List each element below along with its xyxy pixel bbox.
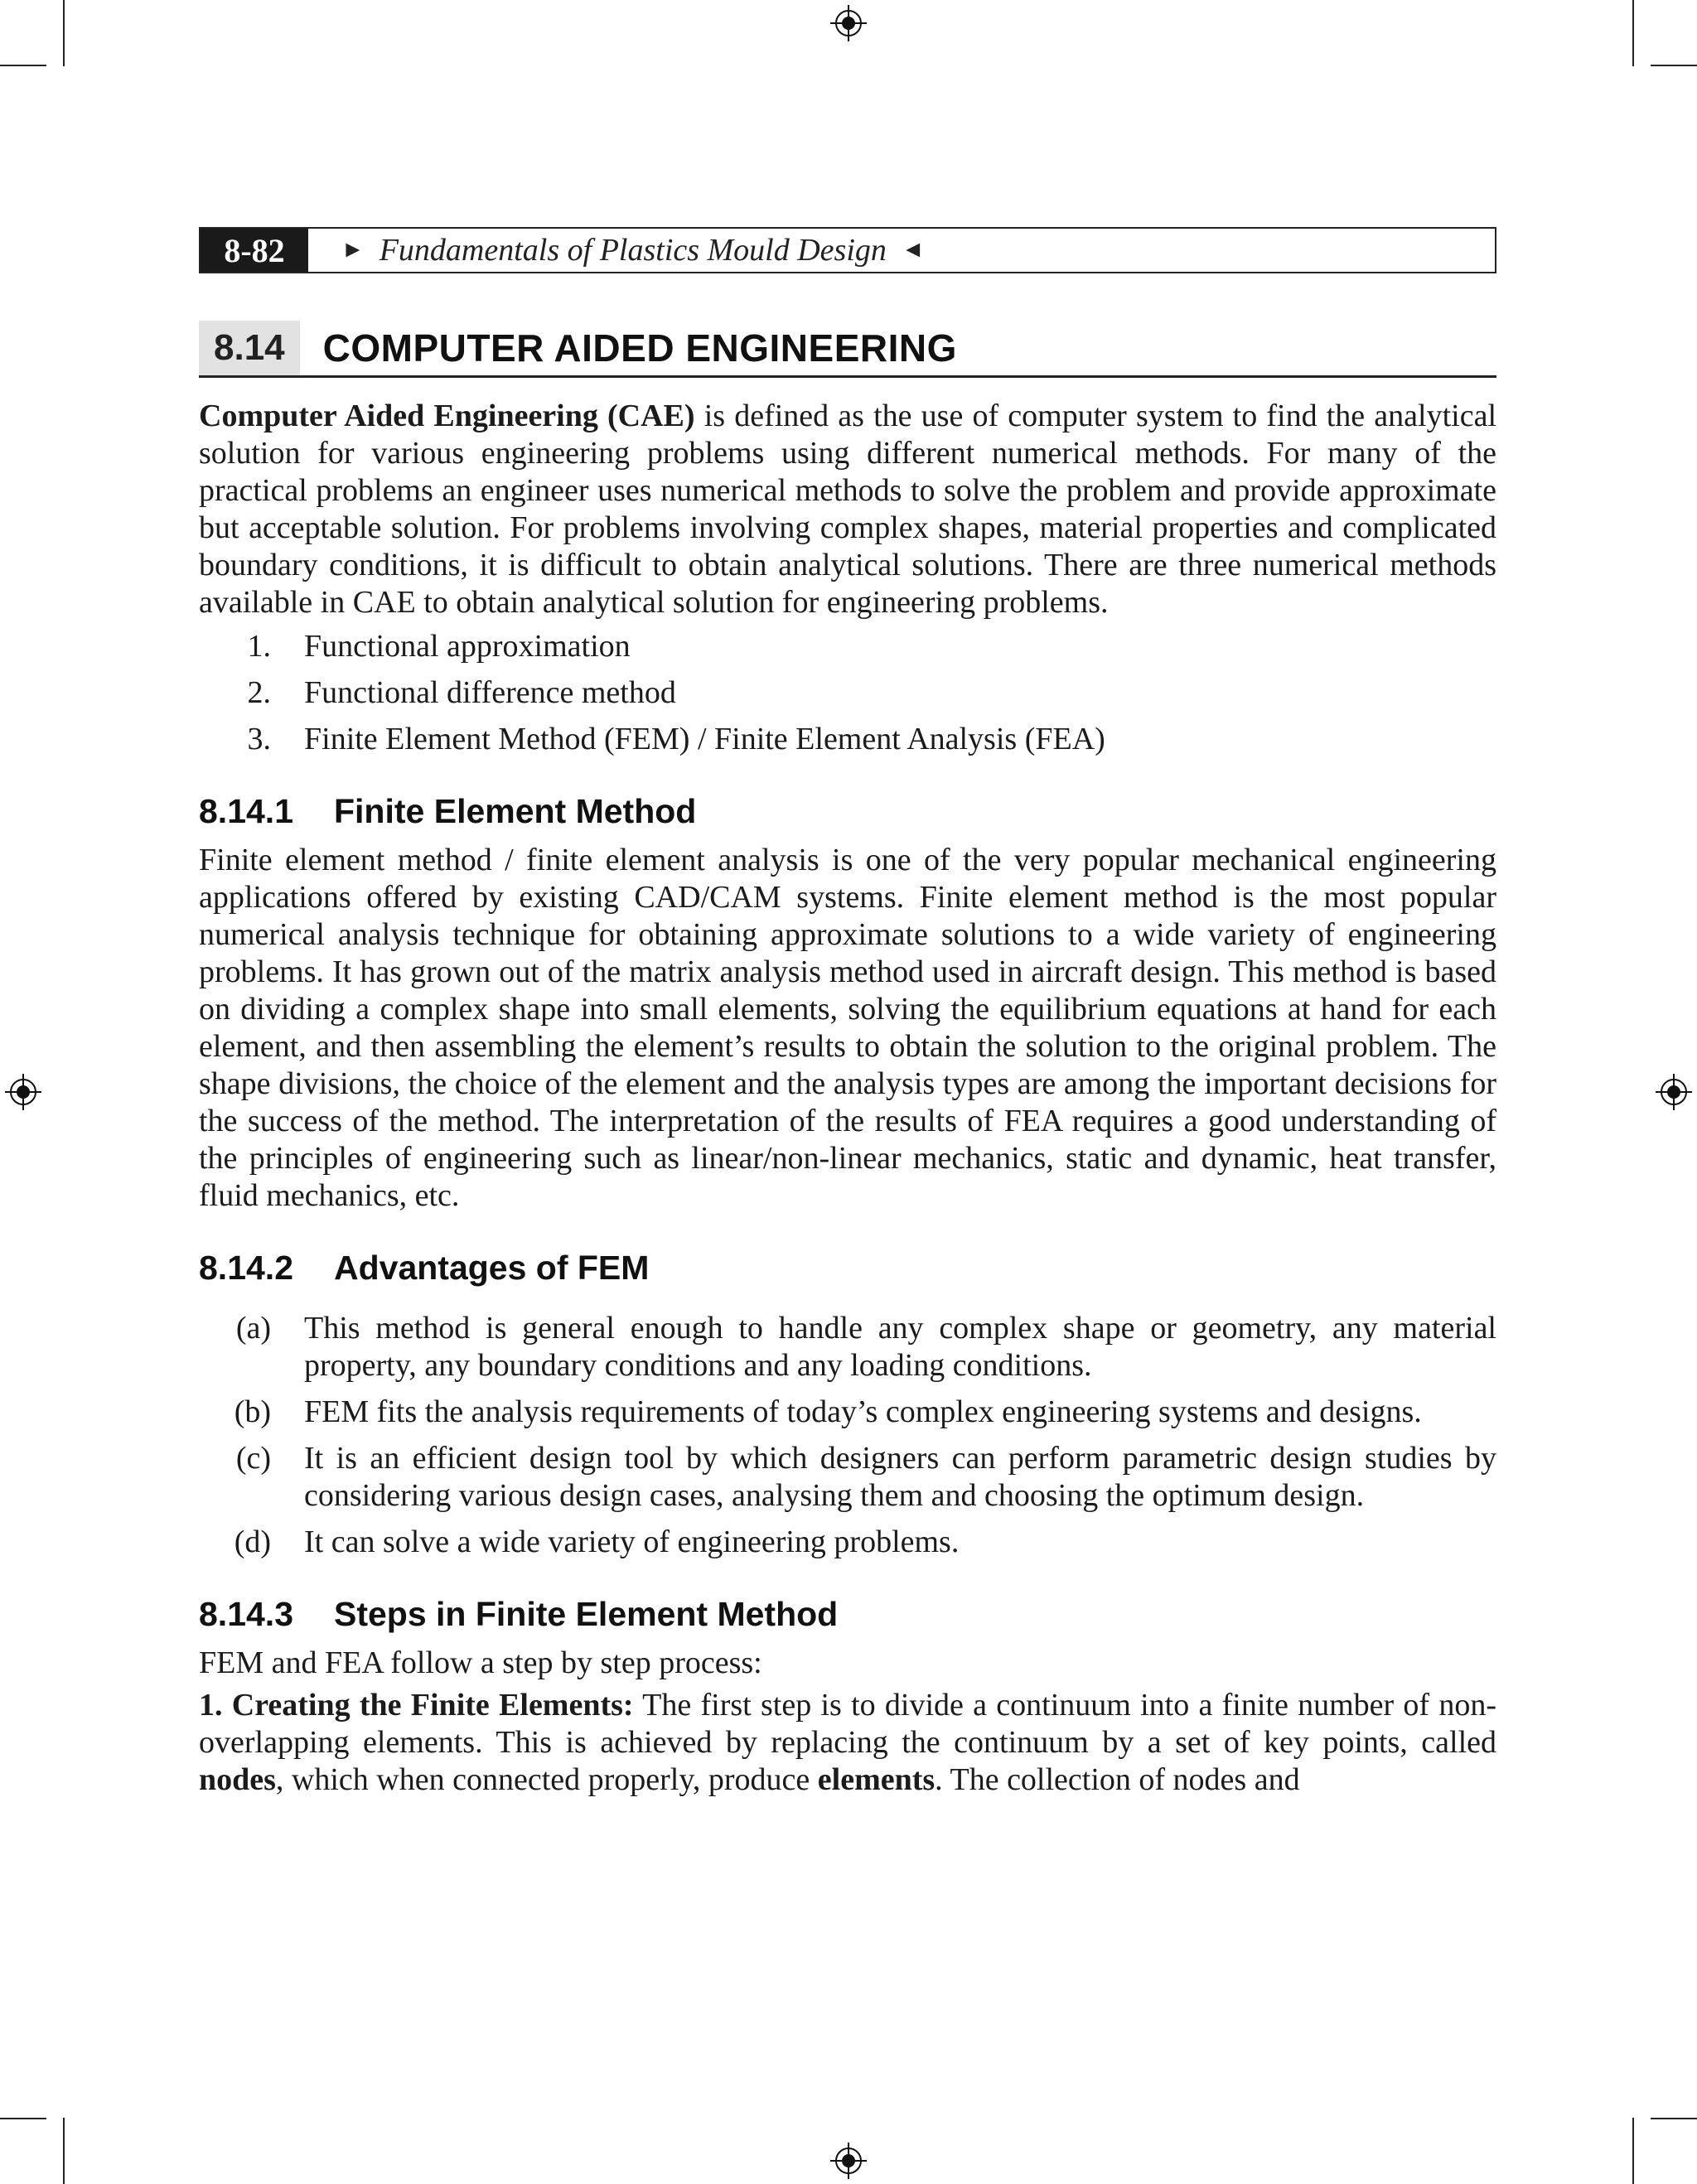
list-text: Functional approximation (304, 629, 631, 664)
list-text: It can solve a wide variety of engineering problems. (304, 1524, 960, 1559)
crop-mark (0, 2118, 46, 2119)
list-text: Finite Element Method (FEM) / Finite Element Analysis (FEA) (304, 722, 1105, 756)
list-text: Functional difference method (304, 675, 676, 710)
step-1-paragraph (199, 1687, 1496, 1799)
book-title: Fundamentals of Plastics Mould Design (379, 233, 887, 268)
section-heading (199, 320, 1496, 378)
right-pointer-icon: ► (341, 237, 365, 263)
crop-mark (1651, 2118, 1697, 2119)
subsection-number: 8.14.1 (199, 792, 293, 830)
registration-mark-icon (1656, 1074, 1692, 1110)
crop-mark (0, 65, 46, 66)
list-label: (b) (234, 1394, 271, 1429)
registration-mark-icon (830, 5, 867, 41)
crop-mark (1651, 65, 1697, 66)
list-text: It is an efficient design tool by which designers can perform parametric design studies by considering various design cases, analysing them and choosing the optimum design. (304, 1441, 1496, 1513)
subsection-title: Finite Element Method (334, 792, 697, 830)
steps-intro: FEM and FEA follow a step by step process: (199, 1645, 762, 1680)
list-item (199, 1440, 1496, 1515)
subsection-number: 8.14.3 (199, 1595, 293, 1633)
left-pointer-icon: ◄ (901, 237, 925, 263)
list-label: (c) (235, 1441, 271, 1476)
list-item (199, 721, 1496, 758)
section-number: 8.14 (199, 321, 300, 375)
list-text: This method is general enough to handle any complex shape or geometry, any material property, any boundary conditions and any loading conditions. (304, 1311, 1496, 1383)
crop-mark (63, 2118, 65, 2184)
list-number: 3. (247, 722, 271, 756)
intro-term: Computer Aided Engineering (CAE) (199, 399, 695, 433)
registration-mark-icon (5, 1074, 41, 1110)
crop-mark (1632, 2118, 1634, 2184)
subsection-heading (199, 1249, 1496, 1287)
step-1-text: , which when connected properly, produce (275, 1762, 818, 1797)
fem-paragraph: Finite element method / finite element analysis is one of the very popular mechanical engineering applications offered by existing CAD/CAM systems. Finite element method is the most popular numerical analysis technique for obtaining approximate solutions to a wide variety of engineering problems. It has grown out of the matrix analysis method used in aircraft design. This method is based on dividing a complex shape into small elements, solving the equilibrium equations at hand for each element, and then assembling the element’s results to obtain the solution to the original problem. The shape divisions, the choice of the element and the analysis types are among the important decisions for the success of the method. The interpretation of the results of FEA requires a good understanding of the principles of engineering such as linear/non-linear mechanics, static and dynamic, heat transfer, fluid mechanics, etc. (199, 843, 1496, 1213)
list-item (199, 1394, 1496, 1431)
intro-text: is defined as the use of computer system to find the analytical solution for various engineering problems using different numerical methods. For many of the practical problems an engineer uses numerical methods to solve the problem and provide approximate but acceptable solution. For problems involving complex shapes, material properties and complicated boundary conditions, it is difficult to obtain analytical solutions. There are three numerical methods available in CAE to obtain analytical solution for engineering problems. (199, 399, 1496, 620)
list-text: FEM fits the analysis requirements of today’s complex engineering systems and designs. (304, 1394, 1422, 1429)
advantages-list (199, 1310, 1496, 1561)
list-item (199, 674, 1496, 712)
step-1-text: The first step is to divide a continuum into a finite number of non-overlapping elements. This is achieved by replacing the continuum by a set of key points, called (199, 1688, 1497, 1760)
subsection-title: Advantages of FEM (334, 1249, 650, 1287)
registration-mark-icon (830, 2143, 867, 2179)
subsection-heading (199, 793, 1496, 830)
page-number: 8-82 (201, 229, 308, 272)
step-1-label: 1. Creating the Finite Elements: (199, 1688, 634, 1723)
subsection-number: 8.14.2 (199, 1249, 293, 1287)
list-item (199, 628, 1496, 665)
term-elements: elements (817, 1762, 936, 1797)
subsection-title: Steps in Finite Element Method (334, 1595, 839, 1633)
page-body (199, 398, 1496, 1799)
step-1-text: . The collection of nodes and (935, 1762, 1300, 1797)
list-label: (d) (234, 1524, 271, 1559)
methods-list (199, 628, 1496, 758)
crop-mark (1632, 0, 1634, 66)
list-number: 1. (247, 629, 271, 664)
list-item (199, 1524, 1496, 1561)
running-header (199, 227, 1496, 273)
crop-mark (63, 0, 65, 66)
list-number: 2. (247, 675, 271, 710)
list-label: (a) (235, 1311, 271, 1346)
subsection-heading (199, 1596, 1496, 1633)
section-title: COMPUTER AIDED ENGINEERING (322, 326, 957, 370)
term-nodes: nodes (199, 1762, 276, 1797)
list-item (199, 1310, 1496, 1384)
intro-paragraph (199, 398, 1496, 621)
running-title (308, 232, 925, 268)
